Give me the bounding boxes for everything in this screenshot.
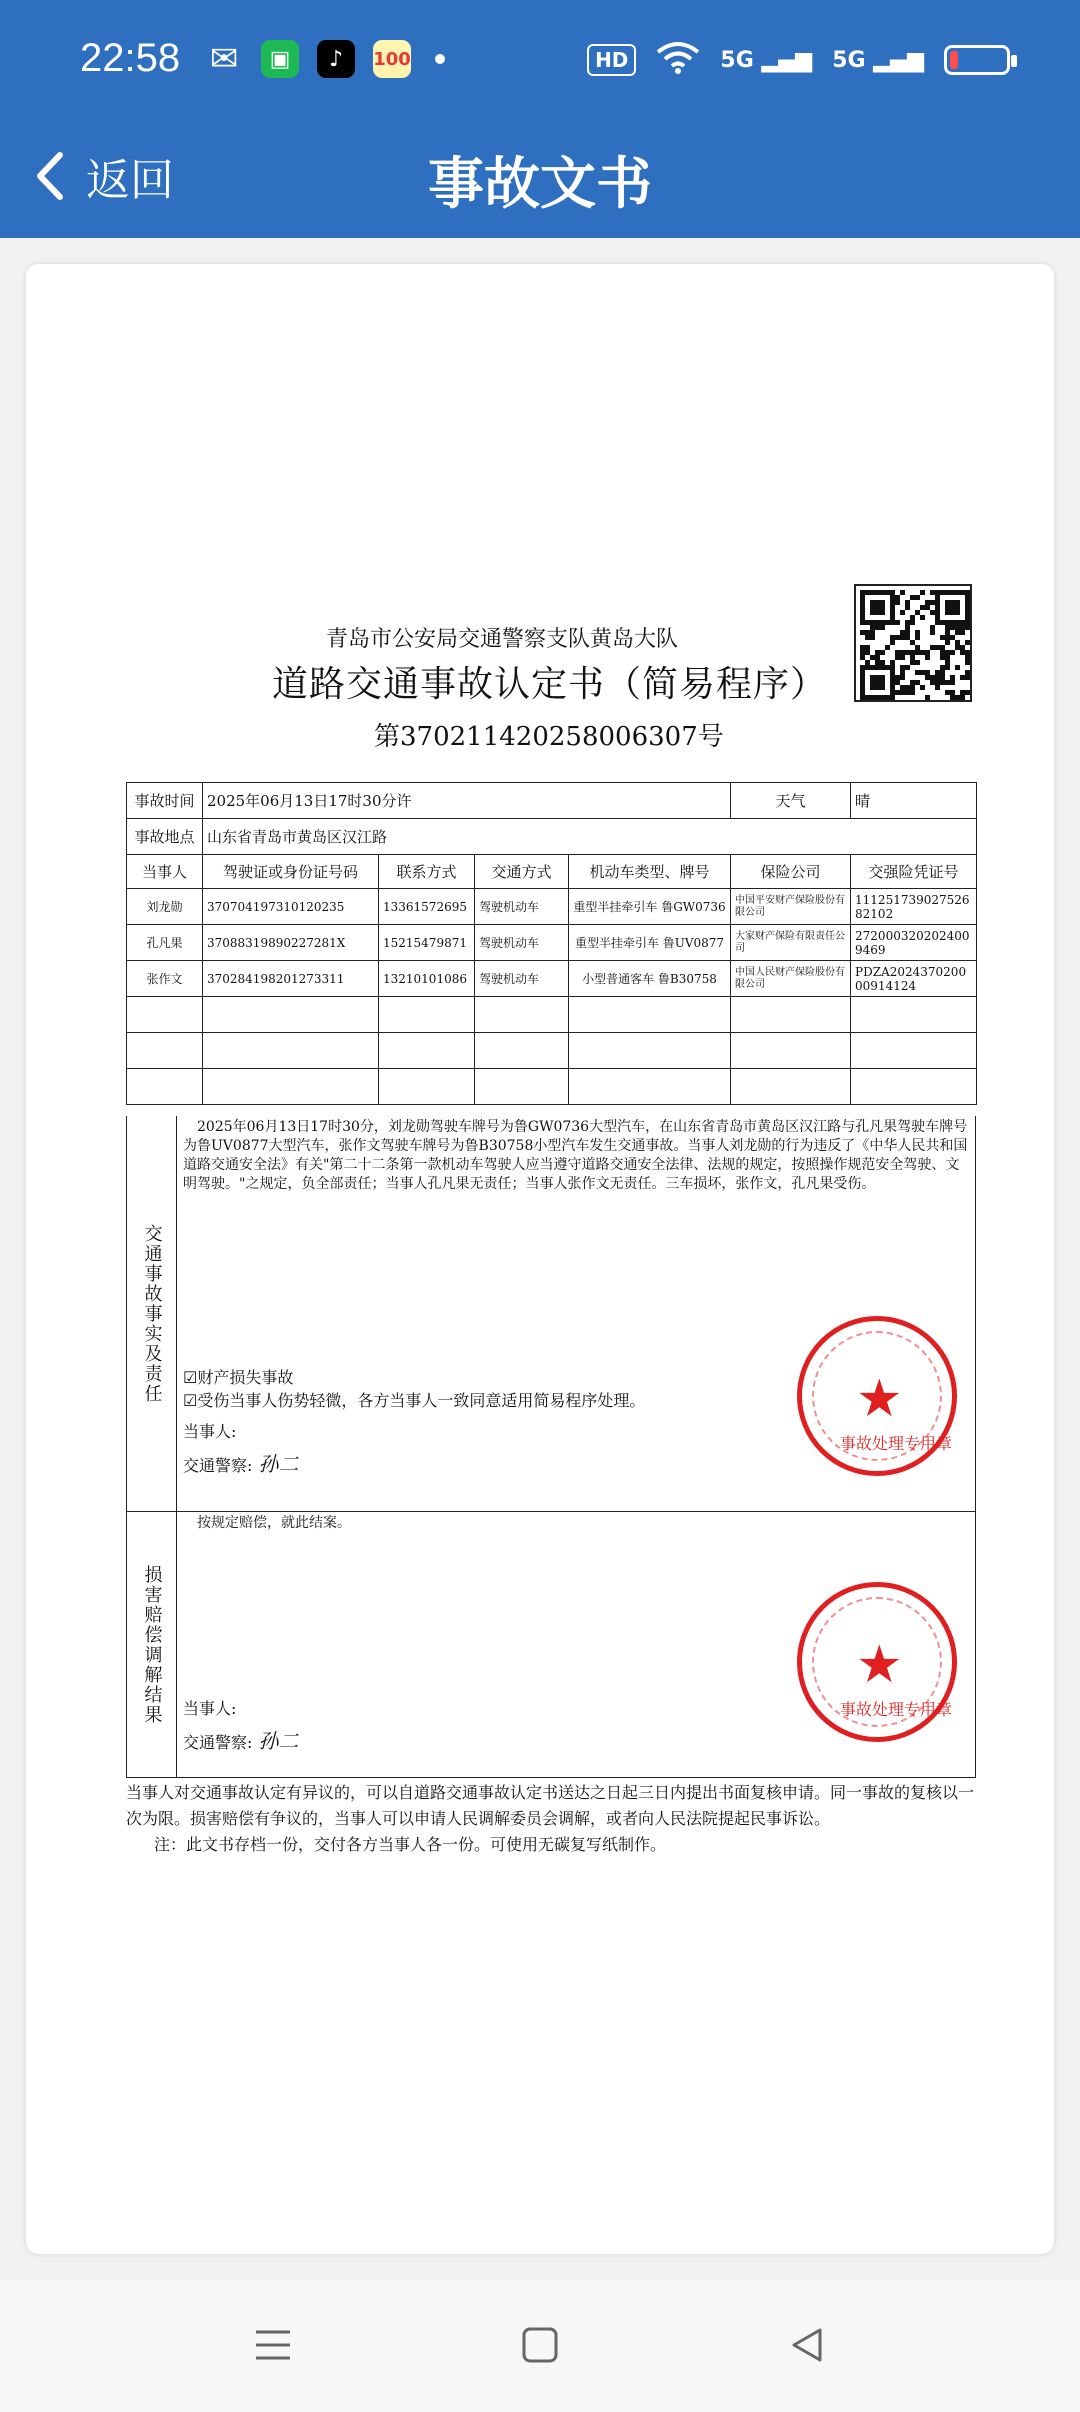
status-time: 22:58 [80, 36, 181, 80]
wechat-icon: ✉ [209, 39, 239, 79]
empty-row [127, 1033, 977, 1069]
accident-document [26, 264, 1054, 2254]
home-icon[interactable] [517, 2322, 563, 2368]
insurer: 中国平安财产保险股份有限公司 [731, 889, 851, 925]
more-notifications-dot [435, 54, 445, 64]
header-cell: 交通方式 [475, 855, 569, 889]
notes-line1: 当事人对交通事故认定有异议的，可以自道路交通事故认定书送达之日起三日内提出书面复核申请。同一事故的复核以一次为限。损害赔偿有争议的，当事人可以申请人民调解委员会调解，或者向人民法院提起民事诉讼。 [126, 1783, 975, 1828]
menu-icon[interactable] [250, 2322, 296, 2368]
signal-icon-2: 5G ▂▄▆ [832, 47, 924, 73]
message-icon: ▣ [261, 40, 299, 78]
table-row [127, 925, 977, 961]
hd-icon: HD [587, 44, 636, 76]
table-row [127, 961, 977, 997]
weather-label: 天气 [731, 783, 851, 819]
wifi-icon [656, 40, 700, 80]
header-cell: 驾驶证或身份证号码 [203, 855, 379, 889]
empty-row [127, 1069, 977, 1105]
party-name: 张作文 [127, 961, 203, 997]
top-bar [0, 0, 1080, 238]
phone: 13210101086 [379, 961, 475, 997]
vehicle: 小型普通客车 鲁B30758 [569, 961, 731, 997]
document-title: 道路交通事故认定书（简易程序） [272, 664, 828, 705]
document-notes [126, 1780, 976, 1858]
table-row [127, 889, 977, 925]
id-number: 370704197310120235 [203, 889, 379, 925]
empty-row [127, 997, 977, 1033]
phone: 13361572695 [379, 889, 475, 925]
status-right [587, 40, 1010, 80]
traffic-mode: 驾驶机动车 [475, 961, 569, 997]
check-property-loss: ☑财产损失事故 [183, 1368, 294, 1387]
insurance-no: 2720003202024009469 [851, 925, 977, 961]
insurance-no: 11125173902752682102 [851, 889, 977, 925]
party-sign-label: 当事人: [183, 1699, 237, 1718]
qr-code [854, 584, 972, 702]
page-header [0, 120, 1080, 238]
document-org: 青岛市公安局交通警察支队黄岛大队 [326, 627, 679, 652]
back-label: 返回 [86, 155, 174, 206]
police-sign: 交通警察: 孙二 [183, 1729, 299, 1753]
id-number: 37088319890227281X [203, 925, 379, 961]
party-sign-label: 当事人: [183, 1422, 237, 1441]
header-cell: 联系方式 [379, 855, 475, 889]
page-title: 事故文书 [428, 152, 652, 217]
time-label: 事故时间 [127, 783, 203, 819]
header-cell: 保险公司 [731, 855, 851, 889]
insurance-no: PDZA202437020000914124 [851, 961, 977, 997]
notification-icons [205, 40, 445, 78]
traffic-mode: 驾驶机动车 [475, 889, 569, 925]
insurer: 大家财产保险有限责任公司 [731, 925, 851, 961]
facts-label-cell [127, 1116, 177, 1511]
phone: 15215479871 [379, 925, 475, 961]
damage-label-cell [127, 1512, 177, 1777]
party-name: 孔凡果 [127, 925, 203, 961]
tiktok-icon: ♪ [317, 40, 355, 78]
facts-label: 交通事故事实及责任 [141, 1223, 163, 1404]
header-cell: 当事人 [127, 855, 203, 889]
party-name: 刘龙勋 [127, 889, 203, 925]
signal-icon: 5G ▂▄▆ [720, 47, 813, 73]
status-bar [0, 0, 1080, 120]
document-card[interactable] [26, 264, 1054, 2254]
check-minor-injury: ☑受伤当事人伤势轻微，各方当事人一致同意适用简易程序处理。 [183, 1391, 646, 1410]
facts-text: 2025年06月13日17时30分，刘龙勋驾驶车牌号为鲁GW0736大型汽车，在山东省青岛市黄岛区汉江路与孔凡果驾驶车牌号为鲁UV0877大型汽车，张作文驾驶车牌号为鲁B30758小型汽车发生交通事故。当事人刘龙勋的行为违反了《中华人民共和国道路交通安全法》有关"第二十二条第一款机动车驾驶人应当遵守道路交通安全法律、法规的规定，按照操作规范安全驾驶、文明驾驶。"之规定，负全部责任；当事人孔凡果无责任；当事人张作文无责任。三车损坏，张作文，孔凡果受伤。 [183, 1119, 968, 1192]
damage-section [126, 1512, 976, 1778]
system-nav-bar [0, 2280, 1080, 2412]
vehicle: 重型半挂牵引车 鲁UV0877 [569, 925, 731, 961]
id-number: 370284198201273311 [203, 961, 379, 997]
official-stamp: ★ 事故处理专用章 [797, 1582, 957, 1742]
weather-value: 晴 [851, 783, 977, 819]
time-value: 2025年06月13日17时30分许 [203, 783, 731, 819]
police-signature: 孙二 [258, 1729, 299, 1753]
document-number: 第370211420258006307号 [374, 722, 724, 752]
place-label: 事故地点 [127, 819, 203, 855]
police-signature: 孙二 [258, 1452, 299, 1476]
official-stamp: ★ 事故处理专用章 [797, 1316, 957, 1476]
hundred-app-icon: 100 [373, 40, 411, 78]
header-cell: 交强险凭证号 [851, 855, 977, 889]
traffic-mode: 驾驶机动车 [475, 925, 569, 961]
place-value: 山东省青岛市黄岛区汉江路 [203, 819, 977, 855]
accident-table [126, 782, 977, 1105]
header-cell: 机动车类型、牌号 [569, 855, 731, 889]
damage-text: 按规定赔偿，就此结案。 [197, 1515, 351, 1531]
notes-line2: 注：此文书存档一份，交付各方当事人各一份。可使用无碳复写纸制作。 [154, 1835, 667, 1854]
facts-section [126, 1116, 976, 1512]
damage-label: 损害赔偿调解结果 [141, 1564, 163, 1725]
back-nav-icon[interactable] [784, 2322, 830, 2368]
insurer: 中国人民财产保险股份有限公司 [731, 961, 851, 997]
battery-icon [944, 45, 1010, 75]
vehicle: 重型半挂牵引车 鲁GW0736 [569, 889, 731, 925]
police-sign: 交通警察: 孙二 [183, 1452, 299, 1476]
